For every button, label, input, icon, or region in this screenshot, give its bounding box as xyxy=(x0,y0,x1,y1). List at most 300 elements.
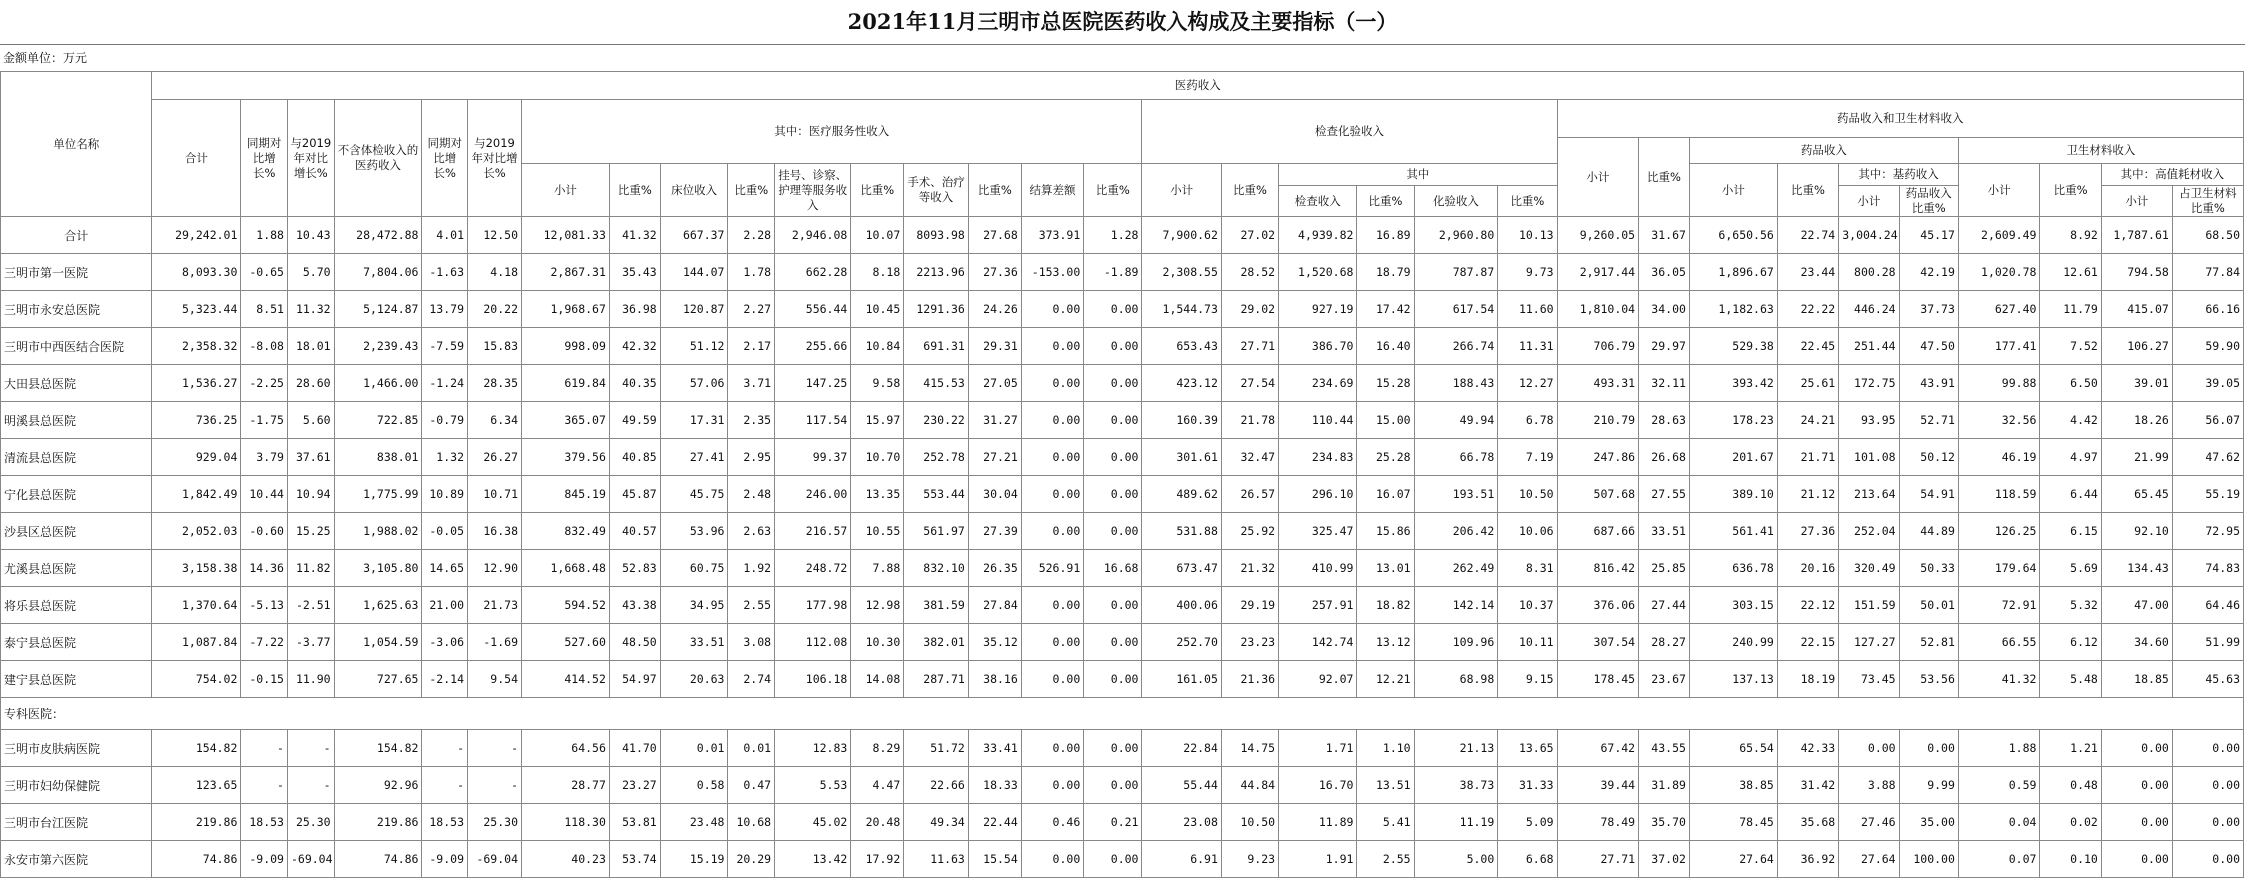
value-cell: 53.74 xyxy=(609,841,660,878)
value-cell: 100.00 xyxy=(1899,841,1958,878)
value-cell: 1.10 xyxy=(1357,730,1414,767)
value-cell: 1.71 xyxy=(1279,730,1357,767)
value-cell: 18.01 xyxy=(287,328,334,365)
value-cell: 13.79 xyxy=(422,291,468,328)
value-cell: 29.97 xyxy=(1639,328,1690,365)
value-cell: 0.00 xyxy=(1084,513,1142,550)
value-cell: 27.36 xyxy=(968,254,1021,291)
value-cell: 1,896.67 xyxy=(1689,254,1777,291)
value-cell: 2,358.32 xyxy=(152,328,241,365)
value-cell: 10.55 xyxy=(851,513,904,550)
header-surgery-ratio: 比重% xyxy=(968,164,1021,217)
value-cell: 927.19 xyxy=(1279,291,1357,328)
value-cell: 376.06 xyxy=(1557,587,1639,624)
total-row xyxy=(1,217,2244,254)
value-cell: 410.99 xyxy=(1279,550,1357,587)
value-cell: 13.35 xyxy=(851,476,904,513)
value-cell: 0.01 xyxy=(660,730,728,767)
value-cell: 415.07 xyxy=(2101,291,2172,328)
value-cell: 16.89 xyxy=(1357,217,1414,254)
value-cell: 178.23 xyxy=(1689,402,1777,439)
header-bed-income: 床位收入 xyxy=(660,164,728,217)
value-cell: 137.13 xyxy=(1689,661,1777,698)
value-cell: 134.43 xyxy=(2101,550,2172,587)
value-cell: 2,917.44 xyxy=(1557,254,1639,291)
hospital-name-cell: 三明市台江医院 xyxy=(1,804,152,841)
value-cell: 234.83 xyxy=(1279,439,1357,476)
value-cell: -1.69 xyxy=(468,624,522,661)
value-cell: 32.56 xyxy=(1958,402,2040,439)
value-cell: 15.54 xyxy=(968,841,1021,878)
value-cell: 10.70 xyxy=(851,439,904,476)
value-cell: 18.79 xyxy=(1357,254,1414,291)
header-service-ratio: 比重% xyxy=(609,164,660,217)
header-total: 合计 xyxy=(152,100,241,217)
value-cell: 673.47 xyxy=(1142,550,1221,587)
value-cell: 667.37 xyxy=(660,217,728,254)
value-cell: 0.59 xyxy=(1958,767,2040,804)
value-cell: 23.27 xyxy=(609,767,660,804)
value-cell: 27.64 xyxy=(1689,841,1777,878)
header-high-value-subtotal: 小计 xyxy=(2101,186,2172,217)
value-cell: 64.56 xyxy=(522,730,610,767)
value-cell: 266.74 xyxy=(1414,328,1498,365)
value-cell: 60.75 xyxy=(660,550,728,587)
value-cell: 33.51 xyxy=(660,624,728,661)
value-cell: 1.28 xyxy=(1084,217,1142,254)
value-cell: 662.28 xyxy=(775,254,851,291)
table-row xyxy=(1,439,2244,476)
value-cell: 325.47 xyxy=(1279,513,1357,550)
value-cell: 17.42 xyxy=(1357,291,1414,328)
value-cell: 12.50 xyxy=(468,217,522,254)
value-cell: 1,087.84 xyxy=(152,624,241,661)
value-cell: 553.44 xyxy=(904,476,969,513)
value-cell: 252.70 xyxy=(1142,624,1221,661)
value-cell: 45.75 xyxy=(660,476,728,513)
header-basic-drug-subtotal: 小计 xyxy=(1839,186,1899,217)
header-lab-ratio: 比重% xyxy=(1498,186,1557,217)
value-cell: 653.43 xyxy=(1142,328,1221,365)
value-cell: 0.00 xyxy=(2172,841,2243,878)
value-cell: 320.49 xyxy=(1839,550,1899,587)
value-cell: 2,308.55 xyxy=(1142,254,1221,291)
value-cell: 248.72 xyxy=(775,550,851,587)
value-cell: 23.48 xyxy=(660,804,728,841)
value-cell: 15.97 xyxy=(851,402,904,439)
value-cell: 37.73 xyxy=(1899,291,1958,328)
value-cell: 21.36 xyxy=(1221,661,1278,698)
value-cell: - xyxy=(241,730,288,767)
value-cell: 99.88 xyxy=(1958,365,2040,402)
value-cell: 25.61 xyxy=(1777,365,1838,402)
value-cell: 2.48 xyxy=(728,476,775,513)
value-cell: 14.75 xyxy=(1221,730,1278,767)
value-cell: 722.85 xyxy=(334,402,422,439)
value-cell: 106.18 xyxy=(775,661,851,698)
header-check-ratio: 比重% xyxy=(1357,186,1414,217)
value-cell: 0.00 xyxy=(1899,730,1958,767)
value-cell: 2,239.43 xyxy=(334,328,422,365)
value-cell: 561.97 xyxy=(904,513,969,550)
hospital-name-cell: 泰宁县总医院 xyxy=(1,624,152,661)
value-cell: 22.74 xyxy=(1777,217,1838,254)
value-cell: 120.87 xyxy=(660,291,728,328)
value-cell: 16.07 xyxy=(1357,476,1414,513)
section-row xyxy=(1,698,2244,730)
header-exam-of-which: 其中 xyxy=(1279,164,1557,186)
value-cell: 0.10 xyxy=(2040,841,2101,878)
value-cell: 414.52 xyxy=(522,661,610,698)
value-cell: 627.40 xyxy=(1958,291,2040,328)
value-cell: 7,804.06 xyxy=(334,254,422,291)
value-cell: 55.19 xyxy=(2172,476,2243,513)
value-cell: 27.68 xyxy=(968,217,1021,254)
header-service-subtotal: 小计 xyxy=(522,164,610,217)
value-cell: 5.70 xyxy=(287,254,334,291)
header-material-share: 占卫生材料比重% xyxy=(2172,186,2243,217)
value-cell: 27.41 xyxy=(660,439,728,476)
value-cell: 27.05 xyxy=(968,365,1021,402)
value-cell: 389.10 xyxy=(1689,476,1777,513)
value-cell: 489.62 xyxy=(1142,476,1221,513)
value-cell: 68.50 xyxy=(2172,217,2243,254)
value-cell: 2.55 xyxy=(728,587,775,624)
value-cell: 21.73 xyxy=(468,587,522,624)
value-cell: 2.27 xyxy=(728,291,775,328)
value-cell: 262.49 xyxy=(1414,550,1498,587)
value-cell: -1.63 xyxy=(422,254,468,291)
value-cell: 0.00 xyxy=(1021,730,1083,767)
value-cell: 47.00 xyxy=(2101,587,2172,624)
value-cell: 706.79 xyxy=(1557,328,1639,365)
hospital-name-cell: 尤溪县总医院 xyxy=(1,550,152,587)
header-lab-income: 化验收入 xyxy=(1414,186,1498,217)
value-cell: 6.68 xyxy=(1498,841,1557,878)
value-cell: 49.34 xyxy=(904,804,969,841)
header-drug-subtotal: 小计 xyxy=(1689,164,1777,217)
value-cell: 0.00 xyxy=(1084,767,1142,804)
value-cell: 7,900.62 xyxy=(1142,217,1221,254)
value-cell: 64.46 xyxy=(2172,587,2243,624)
value-cell: 373.91 xyxy=(1021,217,1083,254)
value-cell: 72.95 xyxy=(2172,513,2243,550)
value-cell: - xyxy=(422,767,468,804)
value-cell: - xyxy=(241,767,288,804)
value-cell: 6.44 xyxy=(2040,476,2101,513)
value-cell: 23.67 xyxy=(1639,661,1690,698)
value-cell: 24.26 xyxy=(968,291,1021,328)
hospital-name-cell: 清流县总医院 xyxy=(1,439,152,476)
table-row xyxy=(1,254,2244,291)
value-cell: -7.22 xyxy=(241,624,288,661)
value-cell: 117.54 xyxy=(775,402,851,439)
value-cell: 45.17 xyxy=(1899,217,1958,254)
value-cell: 10.71 xyxy=(468,476,522,513)
header-surgery-income: 手术、治疗等收入 xyxy=(904,164,969,217)
value-cell: 8.29 xyxy=(851,730,904,767)
value-cell: 37.61 xyxy=(287,439,334,476)
value-cell: 0.21 xyxy=(1084,804,1142,841)
value-cell: 5,124.87 xyxy=(334,291,422,328)
value-cell: 845.19 xyxy=(522,476,610,513)
value-cell: 40.57 xyxy=(609,513,660,550)
value-cell: 21.13 xyxy=(1414,730,1498,767)
value-cell: 13.42 xyxy=(775,841,851,878)
value-cell: 7.19 xyxy=(1498,439,1557,476)
value-cell: 35.12 xyxy=(968,624,1021,661)
value-cell: 9.58 xyxy=(851,365,904,402)
value-cell: 0.58 xyxy=(660,767,728,804)
value-cell: 8093.98 xyxy=(904,217,969,254)
value-cell: 78.49 xyxy=(1557,804,1639,841)
value-cell: 307.54 xyxy=(1557,624,1639,661)
value-cell: 1,988.02 xyxy=(334,513,422,550)
value-cell: 0.00 xyxy=(1084,328,1142,365)
value-cell: -9.09 xyxy=(241,841,288,878)
value-cell: 2213.96 xyxy=(904,254,969,291)
value-cell: 4,939.82 xyxy=(1279,217,1357,254)
value-cell: 109.96 xyxy=(1414,624,1498,661)
value-cell: 21.99 xyxy=(2101,439,2172,476)
value-cell: 687.66 xyxy=(1557,513,1639,550)
header-material-subtotal: 小计 xyxy=(1958,164,2040,217)
value-cell: 2.63 xyxy=(728,513,775,550)
value-cell: 50.01 xyxy=(1899,587,1958,624)
value-cell: 754.02 xyxy=(152,661,241,698)
value-cell: 127.27 xyxy=(1839,624,1899,661)
value-cell: 74.83 xyxy=(2172,550,2243,587)
value-cell: 66.78 xyxy=(1414,439,1498,476)
value-cell: 257.91 xyxy=(1279,587,1357,624)
value-cell: 18.53 xyxy=(241,804,288,841)
value-cell: 2,867.31 xyxy=(522,254,610,291)
value-cell: 36.05 xyxy=(1639,254,1690,291)
value-cell: 8.18 xyxy=(851,254,904,291)
value-cell: 154.82 xyxy=(152,730,241,767)
value-cell: -69.04 xyxy=(468,841,522,878)
value-cell: 10.07 xyxy=(851,217,904,254)
value-cell: -153.00 xyxy=(1021,254,1083,291)
value-cell: 691.31 xyxy=(904,328,969,365)
value-cell: 21.00 xyxy=(422,587,468,624)
value-cell: 15.83 xyxy=(468,328,522,365)
value-cell: 41.70 xyxy=(609,730,660,767)
value-cell: 23.44 xyxy=(1777,254,1838,291)
value-cell: 11.89 xyxy=(1279,804,1357,841)
value-cell: 11.79 xyxy=(2040,291,2101,328)
value-cell: 118.30 xyxy=(522,804,610,841)
value-cell: 393.42 xyxy=(1689,365,1777,402)
value-cell: -0.65 xyxy=(241,254,288,291)
hospital-name-cell: 三明市皮肤病医院 xyxy=(1,730,152,767)
value-cell: 72.91 xyxy=(1958,587,2040,624)
value-cell: 8.31 xyxy=(1498,550,1557,587)
value-cell: 93.95 xyxy=(1839,402,1899,439)
value-cell: 193.51 xyxy=(1414,476,1498,513)
value-cell: 10.50 xyxy=(1221,804,1278,841)
value-cell: 9.23 xyxy=(1221,841,1278,878)
value-cell: 0.07 xyxy=(1958,841,2040,878)
value-cell: 16.68 xyxy=(1084,550,1142,587)
value-cell: 247.86 xyxy=(1557,439,1639,476)
value-cell: 25.85 xyxy=(1639,550,1690,587)
value-cell: 0.00 xyxy=(1021,841,1083,878)
value-cell: 3,004.24 xyxy=(1839,217,1899,254)
value-cell: 34.60 xyxy=(2101,624,2172,661)
hospital-name-cell: 明溪县总医院 xyxy=(1,402,152,439)
value-cell: 2,609.49 xyxy=(1958,217,2040,254)
value-cell: 160.39 xyxy=(1142,402,1221,439)
value-cell: 6.34 xyxy=(468,402,522,439)
value-cell: 2.74 xyxy=(728,661,775,698)
value-cell: 25.30 xyxy=(468,804,522,841)
value-cell: 34.95 xyxy=(660,587,728,624)
value-cell: 10.94 xyxy=(287,476,334,513)
value-cell: 28.63 xyxy=(1639,402,1690,439)
value-cell: 40.23 xyxy=(522,841,610,878)
value-cell: 0.00 xyxy=(1021,587,1083,624)
value-cell: 21.12 xyxy=(1777,476,1838,513)
value-cell: 47.50 xyxy=(1899,328,1958,365)
value-cell: 1.78 xyxy=(728,254,775,291)
value-cell: 0.00 xyxy=(2172,804,2243,841)
value-cell: 26.68 xyxy=(1639,439,1690,476)
value-cell: 68.98 xyxy=(1414,661,1498,698)
value-cell: 529.38 xyxy=(1689,328,1777,365)
value-cell: 1.88 xyxy=(1958,730,2040,767)
value-cell: 77.84 xyxy=(2172,254,2243,291)
value-cell: 35.43 xyxy=(609,254,660,291)
value-cell: 18.85 xyxy=(2101,661,2172,698)
value-cell: 23.23 xyxy=(1221,624,1278,661)
value-cell: 154.82 xyxy=(334,730,422,767)
hospital-name-cell: 三明市中西医结合医院 xyxy=(1,328,152,365)
value-cell: 15.28 xyxy=(1357,365,1414,402)
value-cell: 0.00 xyxy=(1084,730,1142,767)
value-cell: 73.45 xyxy=(1839,661,1899,698)
value-cell: 423.12 xyxy=(1142,365,1221,402)
value-cell: 0.00 xyxy=(2101,841,2172,878)
value-cell: 556.44 xyxy=(775,291,851,328)
value-cell: 56.07 xyxy=(2172,402,2243,439)
table-row xyxy=(1,587,2244,624)
value-cell: 2,946.08 xyxy=(775,217,851,254)
value-cell: 11.31 xyxy=(1498,328,1557,365)
value-cell: 20.29 xyxy=(728,841,775,878)
hospital-name-cell: 大田县总医院 xyxy=(1,365,152,402)
value-cell: 17.31 xyxy=(660,402,728,439)
value-cell: 33.51 xyxy=(1639,513,1690,550)
value-cell: 8.92 xyxy=(2040,217,2101,254)
value-cell: - xyxy=(287,767,334,804)
value-cell: 29.19 xyxy=(1221,587,1278,624)
value-cell: 4.01 xyxy=(422,217,468,254)
value-cell: 44.84 xyxy=(1221,767,1278,804)
value-cell: 234.69 xyxy=(1279,365,1357,402)
value-cell: 201.67 xyxy=(1689,439,1777,476)
value-cell: 2,960.80 xyxy=(1414,217,1498,254)
value-cell: 531.88 xyxy=(1142,513,1221,550)
value-cell: -69.04 xyxy=(287,841,334,878)
value-cell: 10.84 xyxy=(851,328,904,365)
value-cell: 381.59 xyxy=(904,587,969,624)
header-yoy-growth-2: 同期对比增长% xyxy=(422,100,468,217)
value-cell: 216.57 xyxy=(775,513,851,550)
value-cell: 15.25 xyxy=(287,513,334,550)
value-cell: 0.00 xyxy=(1084,291,1142,328)
value-cell: 12.27 xyxy=(1498,365,1557,402)
value-cell: 43.55 xyxy=(1639,730,1690,767)
value-cell: 28.35 xyxy=(468,365,522,402)
value-cell: 0.00 xyxy=(2101,804,2172,841)
value-cell: 0.00 xyxy=(1021,624,1083,661)
value-cell: 147.25 xyxy=(775,365,851,402)
value-cell: -8.08 xyxy=(241,328,288,365)
value-cell: 66.16 xyxy=(2172,291,2243,328)
value-cell: 22.12 xyxy=(1777,587,1838,624)
value-cell: 43.91 xyxy=(1899,365,1958,402)
value-cell: 0.00 xyxy=(1084,624,1142,661)
value-cell: 382.01 xyxy=(904,624,969,661)
header-material-ratio: 比重% xyxy=(2040,164,2101,217)
value-cell: -0.15 xyxy=(241,661,288,698)
value-cell: 5.48 xyxy=(2040,661,2101,698)
table-row xyxy=(1,476,2244,513)
value-cell: 21.32 xyxy=(1221,550,1278,587)
value-cell: 998.09 xyxy=(522,328,610,365)
value-cell: 7.88 xyxy=(851,550,904,587)
value-cell: 32.11 xyxy=(1639,365,1690,402)
value-cell: 106.27 xyxy=(2101,328,2172,365)
value-cell: 365.07 xyxy=(522,402,610,439)
value-cell: 92.96 xyxy=(334,767,422,804)
table-row xyxy=(1,402,2244,439)
value-cell: 5.09 xyxy=(1498,804,1557,841)
value-cell: 230.22 xyxy=(904,402,969,439)
value-cell: 0.04 xyxy=(1958,804,2040,841)
value-cell: 1.32 xyxy=(422,439,468,476)
value-cell: 18.53 xyxy=(422,804,468,841)
value-cell: 27.55 xyxy=(1639,476,1690,513)
value-cell: 1,370.64 xyxy=(152,587,241,624)
value-cell: 36.98 xyxy=(609,291,660,328)
hospital-name-cell: 合计 xyxy=(1,217,152,254)
header-registration-income: 挂号、诊察、护理等服务收入 xyxy=(775,164,851,217)
value-cell: 6.15 xyxy=(2040,513,2101,550)
value-cell: 27.54 xyxy=(1221,365,1278,402)
value-cell: 1,536.27 xyxy=(152,365,241,402)
value-cell: 0.00 xyxy=(1084,439,1142,476)
value-cell: 54.97 xyxy=(609,661,660,698)
value-cell: -1.24 xyxy=(422,365,468,402)
value-cell: 929.04 xyxy=(152,439,241,476)
value-cell: 9,260.05 xyxy=(1557,217,1639,254)
value-cell: -2.25 xyxy=(241,365,288,402)
value-cell: 303.15 xyxy=(1689,587,1777,624)
value-cell: 832.49 xyxy=(522,513,610,550)
value-cell: 110.44 xyxy=(1279,402,1357,439)
value-cell: 13.51 xyxy=(1357,767,1414,804)
value-cell: 13.65 xyxy=(1498,730,1557,767)
value-cell: 47.62 xyxy=(2172,439,2243,476)
header-material-group: 卫生材料收入 xyxy=(1958,138,2243,164)
value-cell: 526.91 xyxy=(1021,550,1083,587)
value-cell: 0.00 xyxy=(1021,513,1083,550)
value-cell: 5.32 xyxy=(2040,587,2101,624)
header-drug-group: 药品收入 xyxy=(1689,138,1958,164)
value-cell: 4.97 xyxy=(2040,439,2101,476)
